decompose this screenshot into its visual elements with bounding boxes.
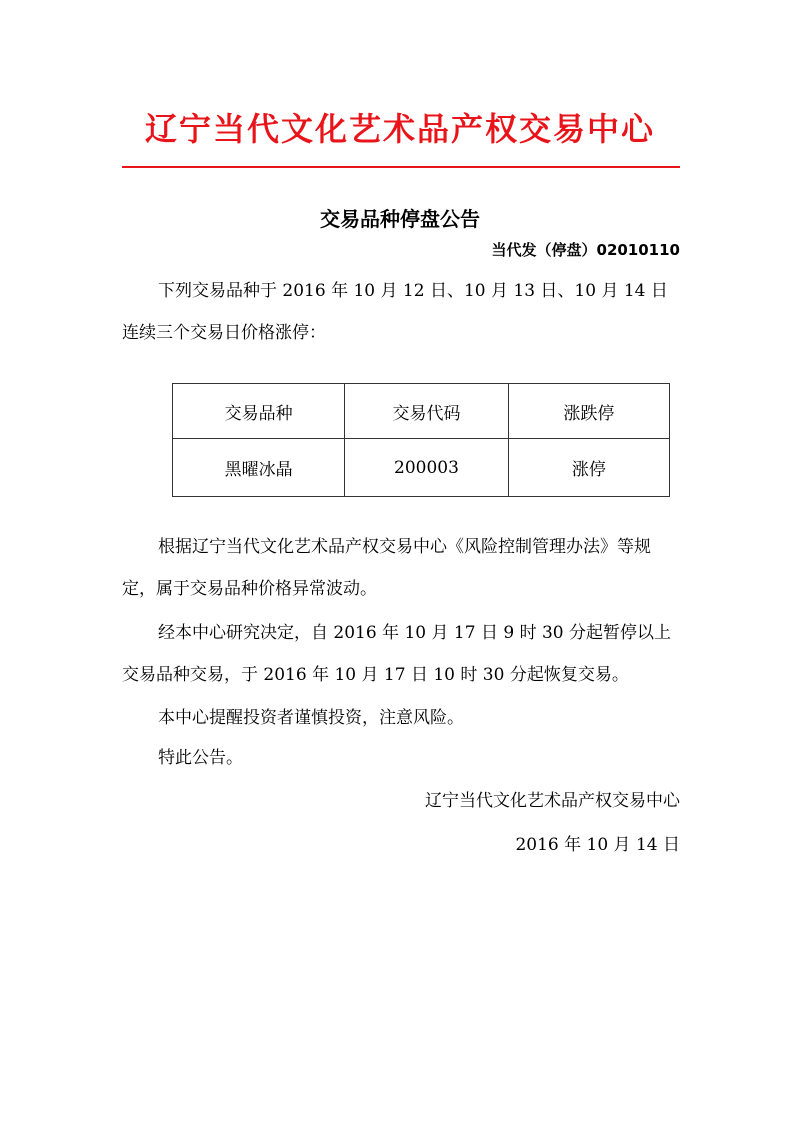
price-limit-cell: 涨停	[508, 439, 669, 497]
column-header-limit: 涨跌停	[508, 384, 669, 439]
notice-number: 当代发（停盘）02010110	[491, 241, 680, 259]
product-code-cell: 200003	[345, 439, 509, 497]
column-header-product: 交易品种	[173, 384, 345, 439]
reminder-paragraph: 本中心提醒投资者谨慎投资，注意风险。	[158, 708, 464, 728]
header-divider	[122, 166, 680, 168]
closing-paragraph: 特此公告。	[158, 748, 243, 768]
intro-paragraph: 下列交易品种于 2016 年 10 月 12 日、10 月 13 日、10 月 14 日连续三个交易日价格涨停：	[122, 281, 668, 343]
basis-paragraph: 根据辽宁当代文化艺术品产权交易中心《风险控制管理办法》等规定，属于交易品种价格异常波动。	[122, 537, 651, 599]
column-header-code: 交易代码	[345, 384, 509, 439]
table-row	[173, 439, 670, 497]
signature-organization: 辽宁当代文化艺术品产权交易中心	[425, 791, 680, 811]
product-name-cell: 黑曜冰晶	[173, 439, 345, 497]
decision-paragraph: 经本中心研究决定，自 2016 年 10 月 17 日 9 时 30 分起暂停以上交易品种交易，于 2016 年 10 月 17 日 10 时 30 分起恢复交易。	[122, 623, 672, 685]
table-header-row	[173, 384, 670, 439]
signature-date: 2016 年 10 月 14 日	[515, 835, 680, 855]
notice-title: 交易品种停盘公告	[320, 207, 480, 231]
organization-header: 辽宁当代文化艺术品产权交易中心	[144, 110, 655, 148]
suspended-products-table	[172, 383, 670, 497]
